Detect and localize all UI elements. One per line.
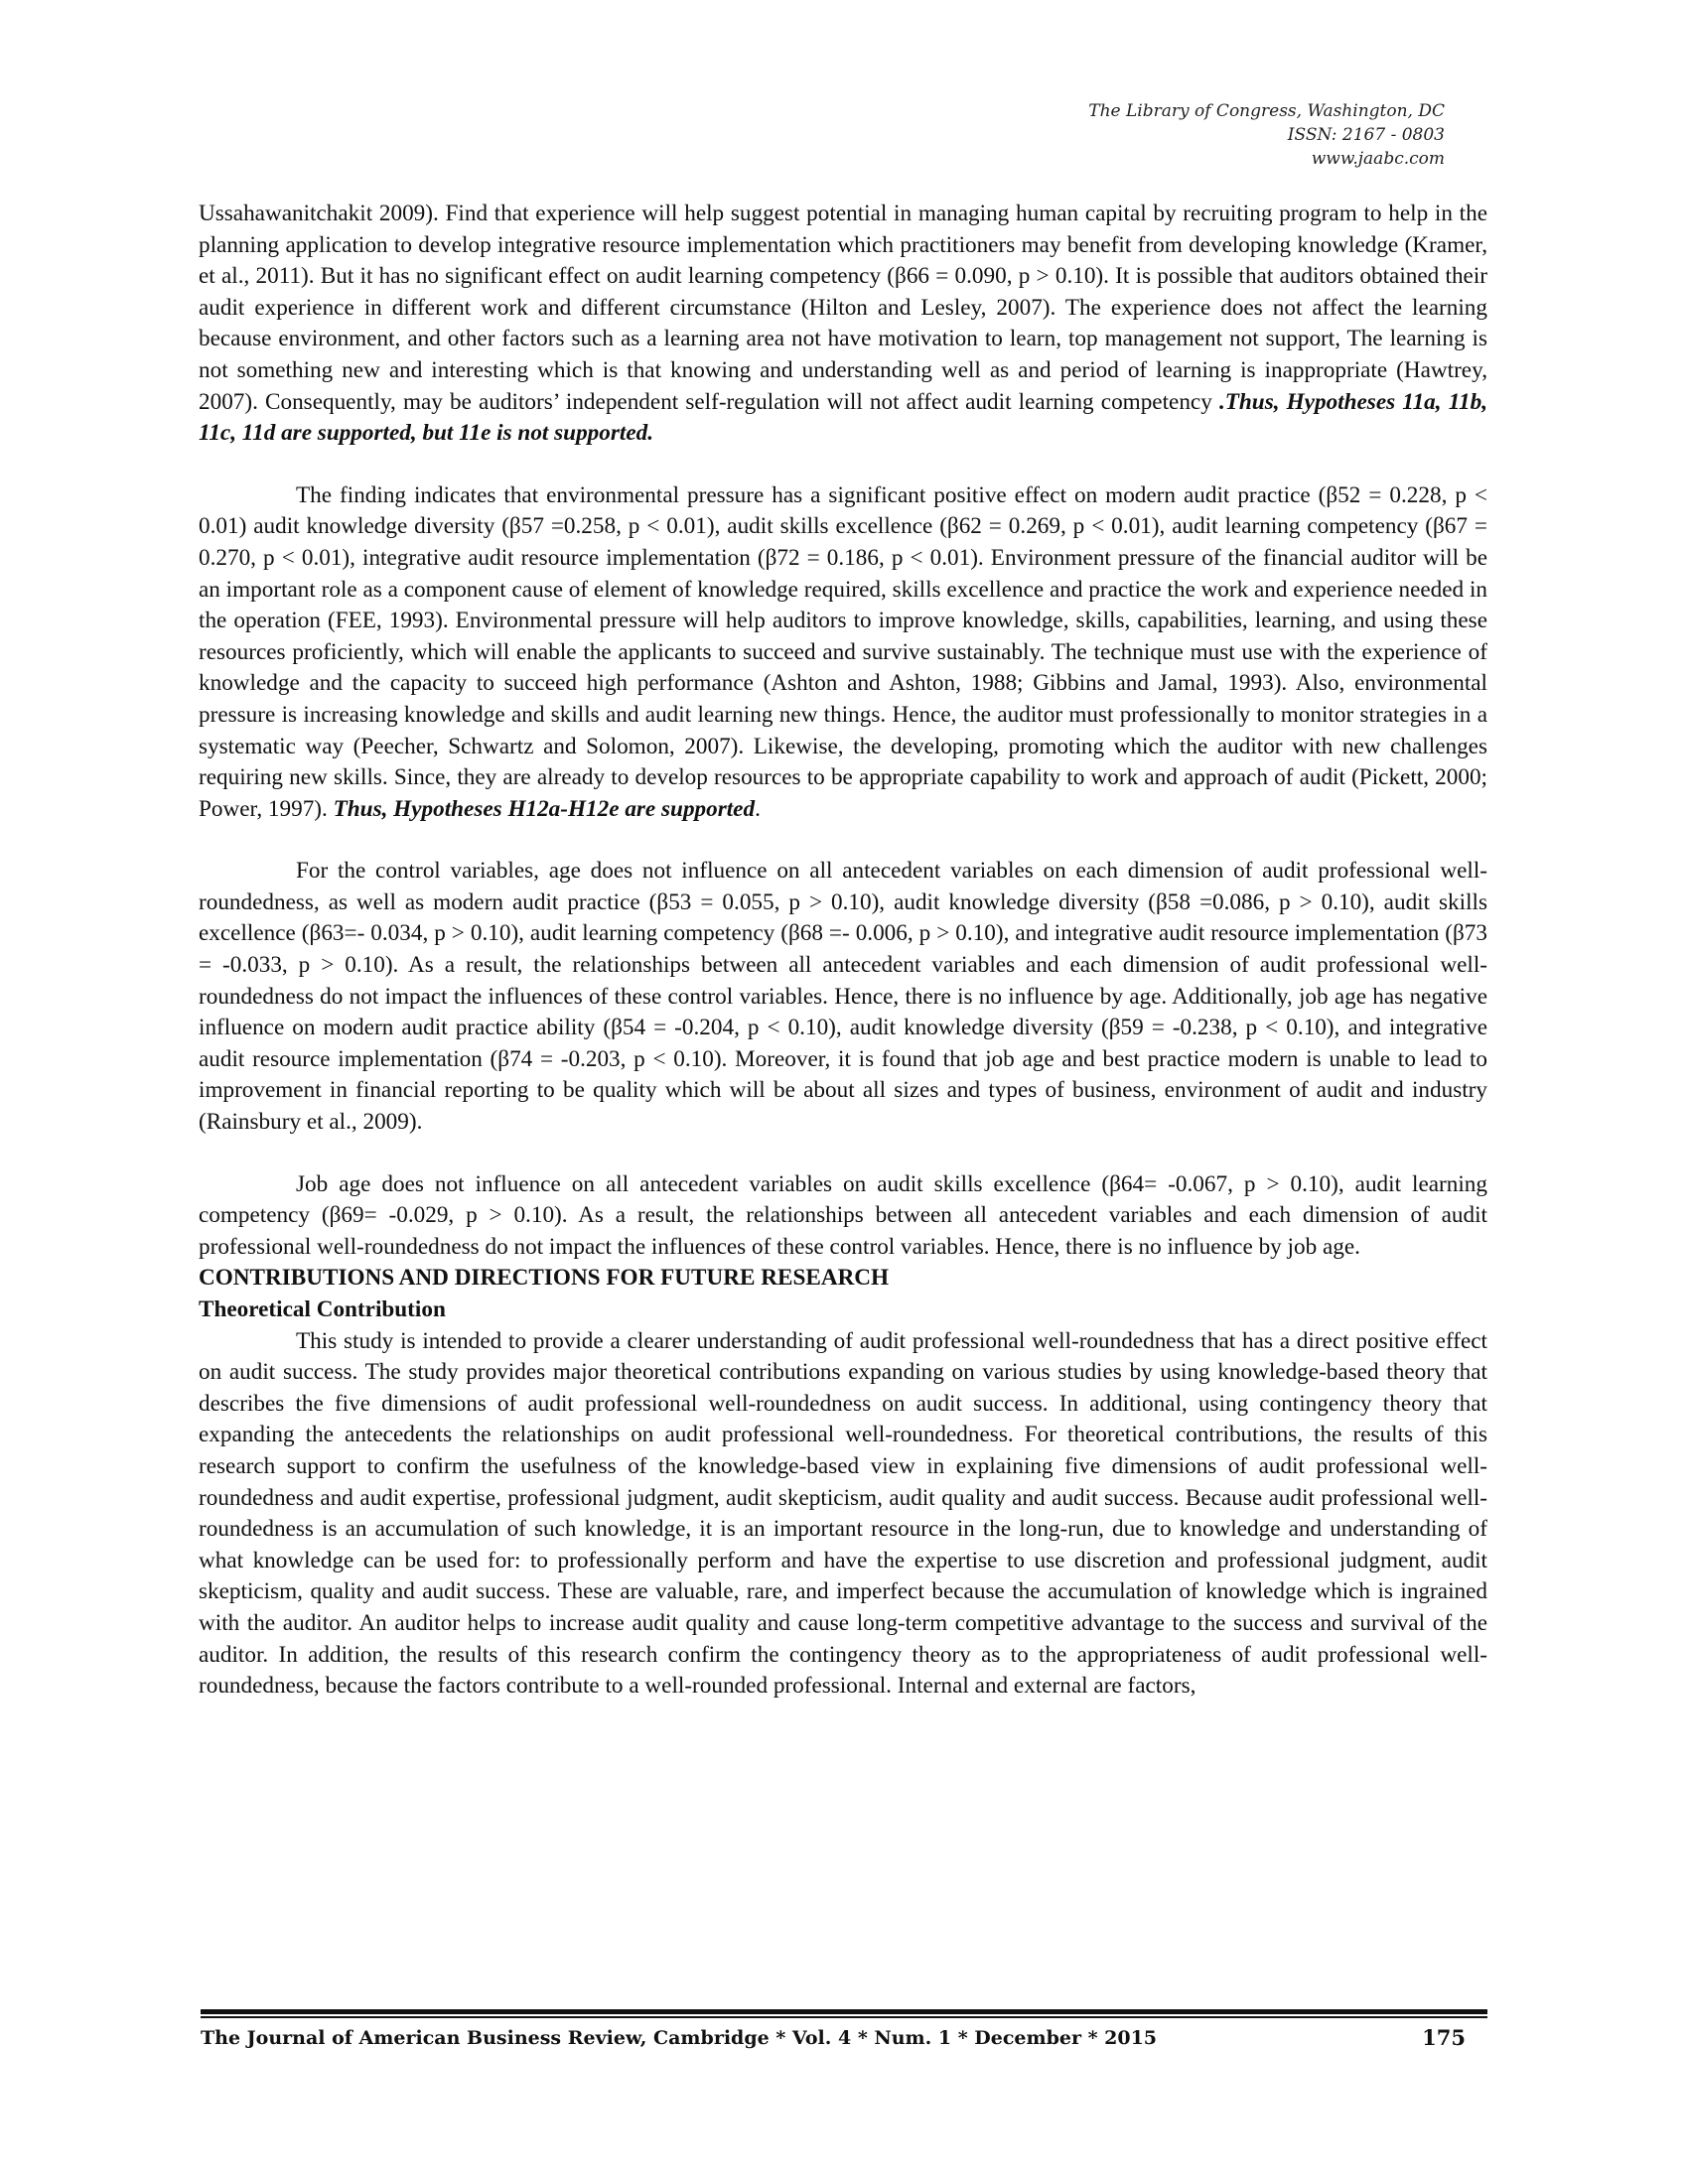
hypothesis-12-period: . — [755, 795, 761, 822]
paragraph-theoretical-contribution: This study is intended to provide a clearer understanding of audit professional well-roundedness that has a direct positive effect on audit success. The study provides major theoretical contributions expanding on various studies by using knowledge-based theory that describes the five dimensions of audit professional well-roundedness on audit success. In additional, using contingency theory that expanding the antecedents the relationships on audit professional well-roundedness. For theoretical contributions, the results of this research support to confirm the usefulness of the knowledge-based view in explaining five dimensions of audit professional well-roundedness and audit expertise, professional judgment, audit skepticism, audit quality and audit success. Because audit professional well-roundedness is an accumulation of such knowledge, it is an important resource in the long-run, due to knowledge and understanding of what knowledge can be used for: to professionally perform and have the expertise to use discretion and professional judgment, audit skepticism, quality and audit success. These are valuable, rare, and imperfect because the accumulation of knowledge which is ingrained with the auditor. An auditor helps to increase audit quality and cause long-term competitive advantage to the success and survival of the auditor. In addition, the results of this research confirm the contingency theory as to the appropriateness of audit professional well-roundedness, because the factors contribute to a well-rounded professional. Internal and external are factors, — [199, 1327, 1487, 1700]
article-body — [199, 199, 1487, 1703]
hypothesis-12-conclusion: Thus, Hypotheses H12a-H12e are supported — [333, 795, 756, 822]
paragraph-job-age: Job age does not influence on all antecedent variables on audit skills excellence (β64= -0.067, p > 0.10), audit learning competency (β69= -0.029, p > 0.10). As a result, the relationships between all antecedent variables and each dimension of audit professional well-roundedness do not impact the influences of these control variables. Hence, there is no influence by job age. — [199, 1170, 1487, 1260]
running-header — [1088, 99, 1445, 171]
paragraph-experience-text: Ussahawanitchakit 2009). Find that experience will help suggest potential in managing human capital by recruiting program to help in the planning application to develop integrative resource implementation which practitioners may benefit from developing knowledge (Kramer, et al., 2011). But it has no significant effect on audit learning competency (β66 = 0.090, p > 0.10). It is possible that auditors obtained their audit experience in different work and different circumstance (Hilton and Lesley, 2007). The experience does not affect the learning because environment, and other factors such as a learning area not have motivation to learn, top management not support, The learning is not something new and interesting which is that knowing and understanding well as and period of learning is inappropriate (Hawtrey, 2007). Consequently, may be auditors’ independent self-regulation will not affect audit learning competency — [199, 201, 1487, 415]
paragraph-environmental-pressure — [199, 480, 1487, 826]
paragraph-experience — [199, 199, 1487, 450]
header-publisher: The Library of Congress, Washington, DC — [1088, 101, 1445, 121]
page-number: 175 — [1422, 2025, 1466, 2050]
subsection-heading: Theoretical Contribution — [199, 1297, 446, 1322]
hypothesis-11-conclusion: .Thus, Hypotheses 11a, 11b, 11c, 11d are supported, but 11e is not supported. — [199, 388, 1488, 447]
header-website: www.jaabc.com — [1311, 149, 1445, 169]
footer-rule-thin — [201, 2016, 1487, 2018]
footer-rule-thick — [201, 2009, 1487, 2014]
section-heading: CONTRIBUTIONS AND DIRECTIONS FOR FUTURE RESEARCH — [199, 1265, 890, 1292]
paragraph-environmental-pressure-text: The finding indicates that environmental pressure has a significant positive effect on modern audit practice (β52 = 0.228, p < 0.01) audit knowledge diversity (β57 =0.258, p < 0.01), audit skills excellence (β62 = 0.269, p < 0.01), audit learning competency (β67 = 0.270, p < 0.01), integrative audit resource implementation (β72 = 0.186, p < 0.01). Environment pressure of the financial auditor will be an important role as a component cause of element of knowledge required, skills excellence and practice the work and experience needed in the operation (FEE, 1993). Environmental pressure will help auditors to improve knowledge, skills, capabilities, learning, and using these resources proficiently, which will enable the applicants to succeed and survive sustainably. The technique must use with the experience of knowledge and the capacity to succeed high performance (Ashton and Ashton, 1988; Gibbins and Jamal, 1993). Also, environmental pressure is increasing knowledge and skills and audit learning new things. Hence, the auditor must professionally to monitor strategies in a systematic way (Peecher, Schwartz and Solomon, 2007). Likewise, the developing, promoting which the auditor with new challenges requiring new skills. Since, they are already to develop resources to be appropriate capability to work and approach of audit (Pickett, 2000; Power, 1997). — [199, 481, 1487, 822]
footer-journal-citation: The Journal of American Business Review, Cambridge * Vol. 4 * Num. 1 * December * 2015 — [201, 2027, 1158, 2049]
paragraph-control-variables: For the control variables, age does not influence on all antecedent variables on each dimension of audit professional well-roundedness, as well as modern audit practice (β53 = 0.055, p > 0.10), audit knowledge diversity (β58 =0.086, p > 0.10), audit skills excellence (β63=- 0.034, p > 0.10), audit learning competency (β68 =- 0.006, p > 0.10), and integrative audit resource implementation (β73 = -0.033, p > 0.10). As a result, the relationships between all antecedent variables and each dimension of audit professional well-roundedness do not impact the influences of these control variables. Hence, there is no influence by age. Additionally, job age has negative influence on modern audit practice ability (β54 = -0.204, p < 0.10), audit knowledge diversity (β59 = -0.238, p < 0.10), and integrative audit resource implementation (β74 = -0.203, p < 0.10). Moreover, it is found that job age and best practice modern is unable to lead to improvement in financial reporting to be quality which will be about all sizes and types of business, environment of audit and industry (Rainsbury et al., 2009). — [199, 858, 1487, 1136]
header-issn: ISSN: 2167 - 0803 — [1287, 125, 1445, 145]
